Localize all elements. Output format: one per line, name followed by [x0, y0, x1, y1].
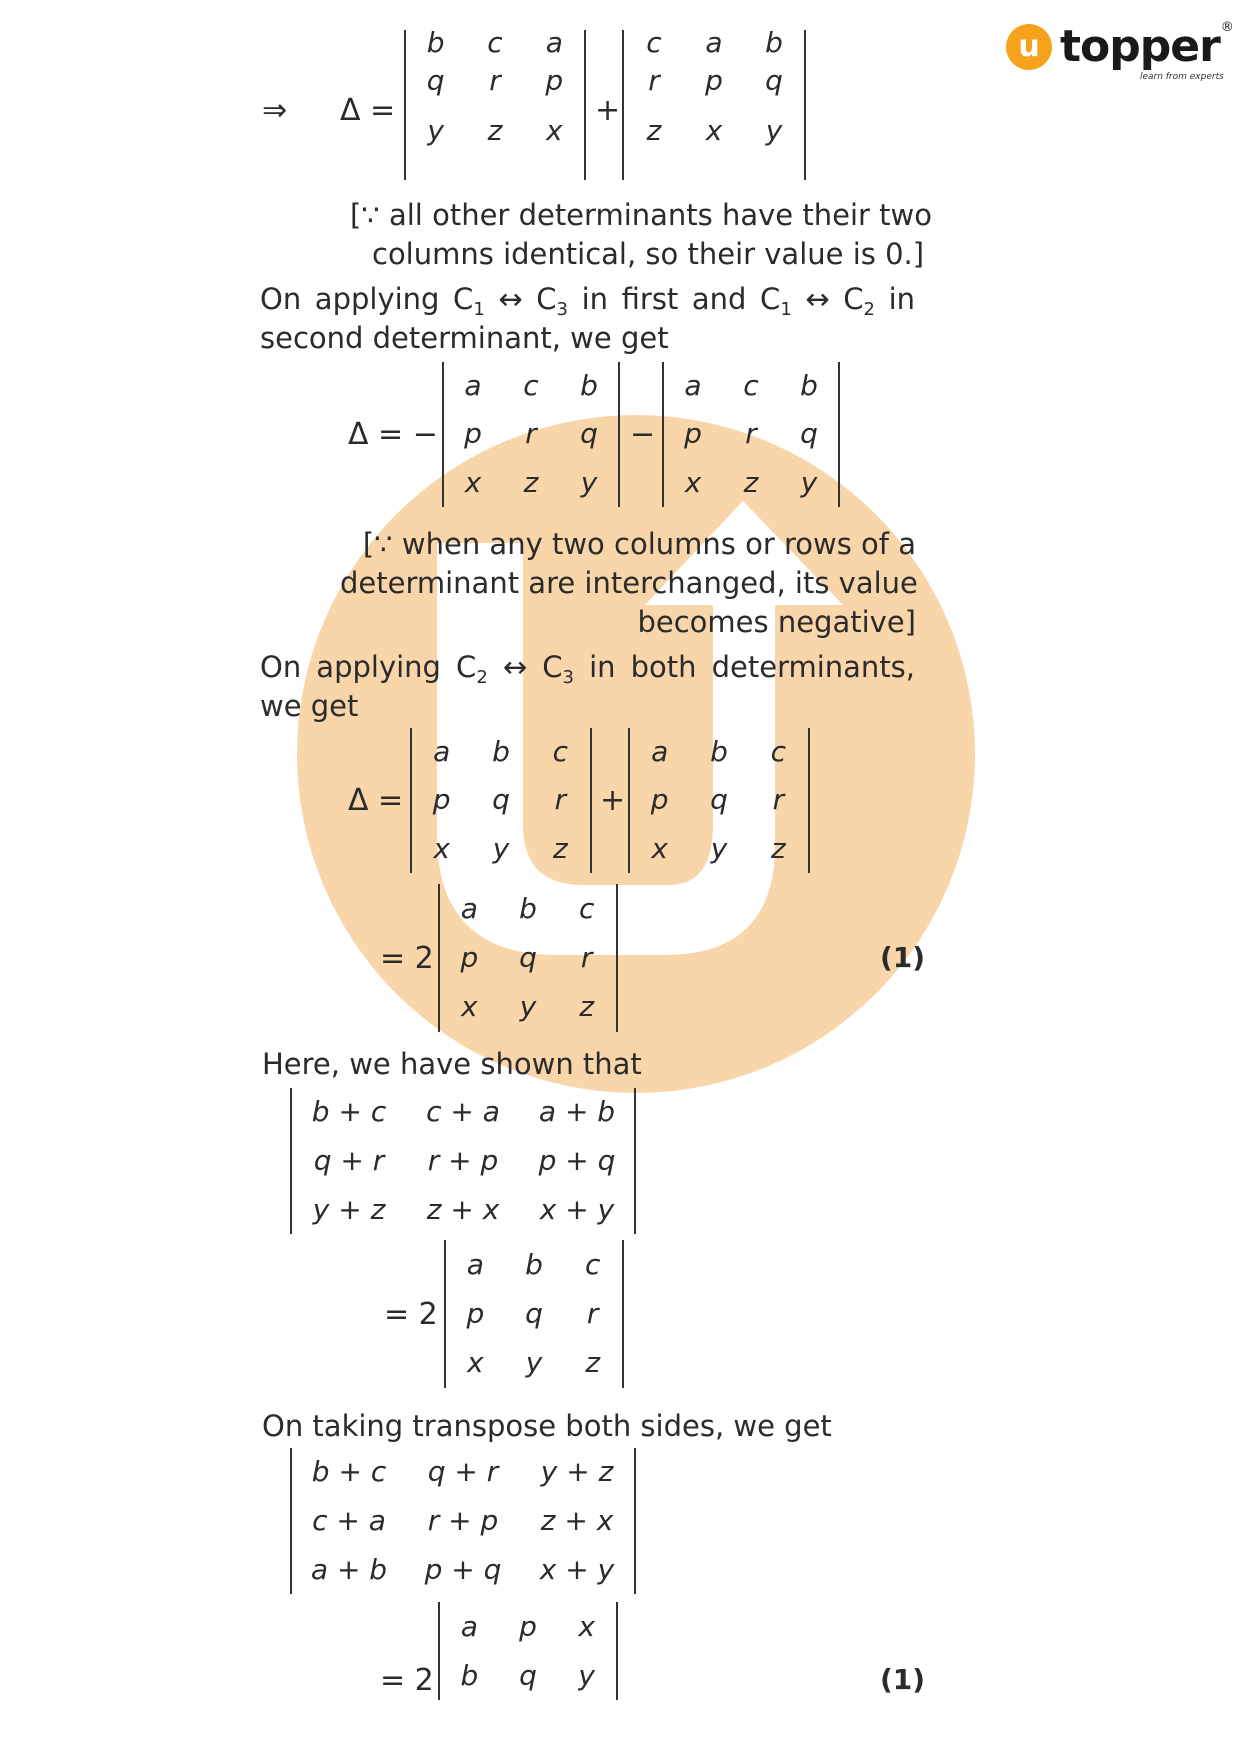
determinant-entry: x	[461, 990, 478, 1024]
determinant-entry: z	[579, 990, 595, 1024]
equation-number: (1)	[880, 1663, 926, 1696]
determinant-entry: x	[546, 114, 563, 147]
determinant-entry: q	[580, 417, 598, 451]
determinant-entry: z + x	[426, 1192, 500, 1226]
determinant-entry: a	[460, 1609, 478, 1643]
determinant-entry: q	[519, 940, 537, 974]
determinant-entry: x	[467, 1346, 484, 1380]
note-line: [∵ all other determinants have their two	[350, 198, 932, 232]
determinant-entry: y	[578, 1658, 595, 1692]
determinant-entry: p	[432, 783, 451, 817]
logo-badge-icon: u	[1006, 24, 1052, 70]
determinant	[622, 26, 806, 180]
note-line: becomes negative]	[637, 605, 916, 639]
determinant-entry: q	[426, 64, 445, 97]
determinant-entry: x	[684, 465, 702, 499]
determinant-entry: z	[770, 831, 786, 865]
determinant-entry: b	[426, 26, 445, 59]
equals-two: = 2	[380, 941, 434, 976]
determinant-entry: p	[519, 1609, 537, 1643]
determinant-entry: c	[523, 369, 539, 403]
determinant-entry: z	[743, 465, 759, 499]
determinant	[444, 1240, 624, 1388]
paragraph-line: we get	[260, 689, 359, 723]
paragraph: On taking transpose both sides, we get	[262, 1409, 832, 1443]
determinant-entry: a + b	[310, 1552, 388, 1586]
determinant-entry: r	[580, 940, 593, 974]
logo-wordmark: topper	[1060, 21, 1220, 72]
determinant-entry: r	[489, 64, 501, 97]
determinant-entry: x	[433, 831, 450, 865]
note-line: determinant are interchanged, its value	[340, 566, 918, 600]
determinant-entry: q	[800, 417, 818, 451]
determinant-entry: y	[765, 114, 783, 147]
determinant-entry: b	[765, 26, 783, 59]
determinant	[628, 728, 810, 873]
determinant-entry: b	[800, 369, 818, 403]
note-reason	[340, 525, 916, 642]
paragraph-line: On applying $C_2$ ↔ $C_3$ in both determinants,	[260, 650, 916, 688]
determinant-entry: a	[705, 26, 723, 59]
determinant	[290, 1448, 636, 1594]
determinant-entry: a	[684, 369, 702, 403]
determinant-entry: r	[648, 64, 660, 97]
determinant-entry: p + q	[538, 1143, 616, 1177]
determinant	[438, 884, 618, 1032]
determinant-entry: y	[519, 990, 537, 1024]
paragraph: Here, we have shown that	[262, 1047, 642, 1081]
determinant-entry: r	[745, 417, 757, 451]
determinant-entry: b	[492, 735, 510, 769]
determinant	[438, 1602, 618, 1700]
determinant-entry: p	[684, 417, 702, 451]
determinant-entry: b + c	[311, 1455, 387, 1489]
registered-mark: ®	[1220, 20, 1234, 35]
determinant	[290, 1088, 636, 1234]
determinant-entry: z	[487, 114, 503, 147]
determinant-entry: a	[651, 735, 669, 769]
determinant-entry: c	[646, 26, 662, 59]
determinant-entry: p	[650, 783, 669, 817]
determinant-entry: b	[580, 369, 598, 403]
determinant-entry: a	[464, 369, 482, 403]
determinant-entry: r	[525, 417, 537, 451]
determinant-entry: x	[578, 1609, 595, 1643]
paragraph-line: On applying $C_1$ ↔ $C_3$ in first and $C_1$ ↔ $C_2$ in	[260, 282, 916, 320]
determinant-entry: b	[710, 735, 728, 769]
equals-two: = 2	[380, 1663, 434, 1698]
paragraph	[260, 648, 915, 726]
determinant-entry: p + q	[424, 1552, 502, 1586]
determinant-entry: y	[580, 465, 598, 499]
determinant-entry: r	[772, 783, 785, 817]
determinant-entry: q	[492, 783, 510, 817]
plus-sign: +	[595, 93, 621, 128]
determinant-entry: q + r	[313, 1143, 385, 1177]
determinant-entry: b + c	[311, 1095, 387, 1129]
determinant-entry: c + a	[312, 1503, 386, 1537]
equals-two: = 2	[384, 1297, 438, 1332]
determinant-entry: r + p	[427, 1503, 499, 1537]
determinant-entry: q	[525, 1296, 543, 1330]
note-line: [∵ when any two columns or rows of a	[362, 527, 916, 561]
determinant-entry: q	[519, 1658, 537, 1692]
determinant-entry: c	[770, 735, 787, 769]
determinant-entry: y + z	[312, 1192, 386, 1226]
determinant-entry: z	[523, 465, 539, 499]
logo-tagline: learn from experts	[1139, 72, 1224, 82]
determinant-entry: y	[525, 1346, 543, 1380]
determinant-entry: r	[554, 783, 567, 817]
determinant	[404, 26, 586, 180]
determinant-entry: z	[585, 1346, 601, 1380]
determinant-entry: c	[584, 1247, 601, 1281]
determinant-entry: y	[800, 465, 818, 499]
determinant-entry: y	[427, 114, 444, 147]
determinant-entry: x + y	[539, 1552, 615, 1586]
determinant-entry: c	[578, 891, 595, 925]
determinant-entry: a	[460, 891, 478, 925]
paragraph-line: second determinant, we get	[260, 321, 669, 355]
determinant-entry: x + y	[539, 1192, 615, 1226]
implies-arrow: ⇒	[262, 93, 288, 128]
determinant-entry: y	[710, 831, 728, 865]
determinant-entry: c	[487, 26, 503, 59]
plus-sign: +	[600, 783, 626, 818]
delta-equals: Δ =	[348, 783, 404, 818]
delta-equals-minus: Δ = −	[348, 417, 438, 452]
determinant-entry: y	[492, 831, 510, 865]
determinant	[410, 728, 592, 873]
brand-logo	[1006, 20, 1234, 82]
determinant-entry: a	[433, 735, 451, 769]
determinant-entry: x	[651, 831, 668, 865]
determinant-entry: x	[705, 114, 723, 147]
determinant-entry: a	[466, 1247, 484, 1281]
equation-number: (1)	[880, 941, 926, 974]
determinant-entry: q	[765, 64, 783, 97]
determinant	[442, 362, 620, 507]
determinant-entry: p	[466, 1296, 485, 1330]
determinant-entry: z	[646, 114, 662, 147]
determinant-entry: c	[552, 735, 569, 769]
determinant-entry: p	[545, 64, 564, 97]
determinant-entry: r	[586, 1296, 599, 1330]
determinant-entry: b	[519, 891, 537, 925]
determinant-entry: x	[464, 465, 482, 499]
determinant	[662, 362, 840, 507]
determinant-entry: a	[545, 26, 563, 59]
minus-sign: −	[630, 417, 656, 452]
determinant-entry: q	[710, 783, 728, 817]
note-reason	[350, 196, 932, 274]
determinant-entry: p	[464, 417, 482, 451]
determinant-entry: p	[460, 940, 479, 974]
determinant-entry: y + z	[540, 1455, 614, 1489]
determinant-entry: q + r	[427, 1455, 499, 1489]
determinant-entry: a + b	[538, 1095, 616, 1129]
determinant-entry: b	[460, 1658, 479, 1692]
determinant-entry: c + a	[426, 1095, 500, 1129]
determinant-entry: c	[743, 369, 759, 403]
determinant-entry: r + p	[427, 1143, 499, 1177]
determinant-entry: z + x	[540, 1503, 614, 1537]
paragraph	[260, 280, 915, 358]
determinant-entry: p	[705, 64, 723, 97]
determinant-entry: z	[552, 831, 568, 865]
note-line: columns identical, so their value is 0.]	[372, 237, 925, 271]
delta-equals: Δ =	[340, 93, 396, 128]
determinant-entry: b	[525, 1247, 543, 1281]
